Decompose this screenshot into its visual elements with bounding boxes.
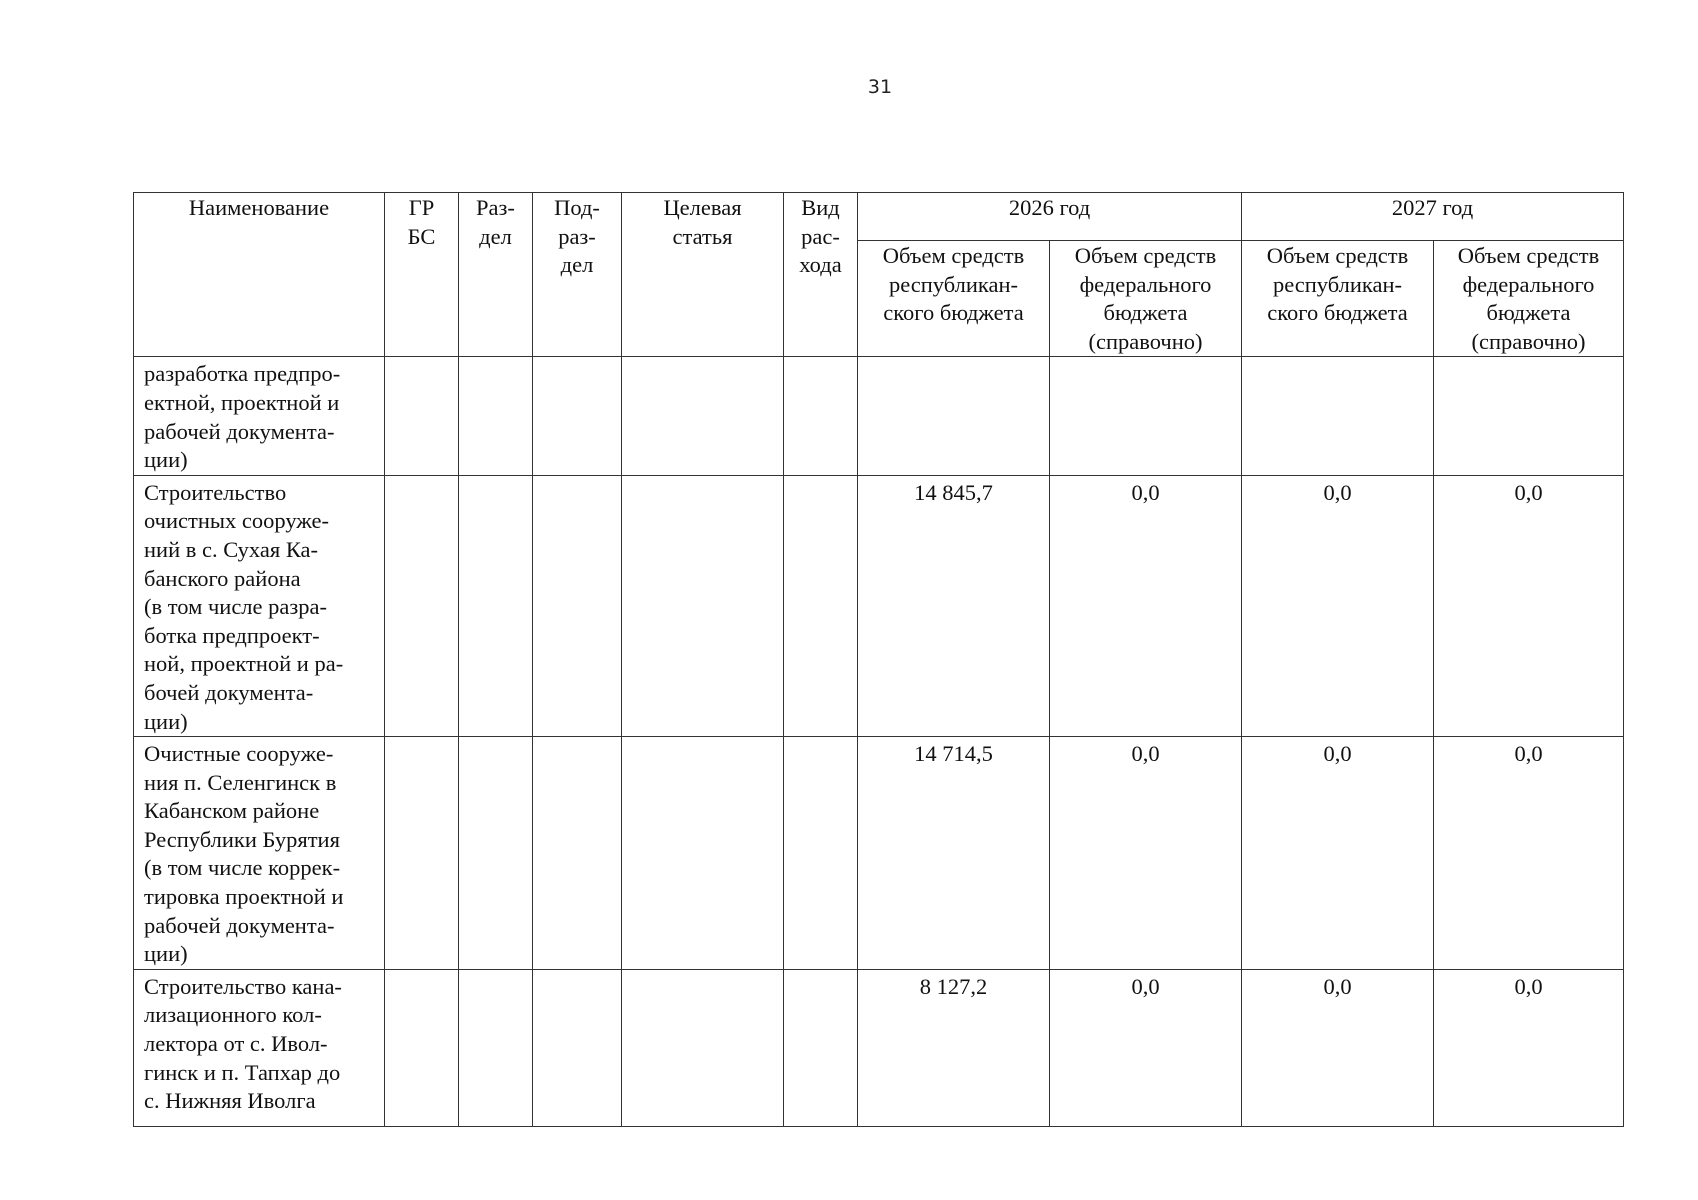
row-2027-fed: 0,0 [1434, 969, 1624, 1126]
row-grbs [385, 475, 459, 736]
row-2027-fed [1434, 357, 1624, 475]
row-celevaya [622, 357, 784, 475]
row-celevaya [622, 737, 784, 970]
row-2026-fed: 0,0 [1050, 969, 1242, 1126]
header-vid-rashoda: Вид рас- хода [784, 193, 858, 357]
row-vid [784, 475, 858, 736]
row-vid [784, 737, 858, 970]
row-razdel [459, 969, 533, 1126]
row-grbs [385, 737, 459, 970]
header-razdel: Раз- дел [459, 193, 533, 357]
row-razdel [459, 737, 533, 970]
row-2027-rep: 0,0 [1242, 475, 1434, 736]
table-row [134, 475, 1624, 736]
row-grbs [385, 357, 459, 475]
row-celevaya [622, 969, 784, 1126]
row-name: разработка предпро- ектной, проектной и рабочей документа- ции) [134, 357, 385, 475]
row-2026-rep: 8 127,2 [858, 969, 1050, 1126]
row-2026-fed [1050, 357, 1242, 475]
row-vid [784, 969, 858, 1126]
header-name: Наименование [134, 193, 385, 357]
row-name: Очистные сооруже- ния п. Селенгинск в Кабанском районе Республики Бурятия (в том числе коррек- тировка проектной и рабочей документа- ции) [134, 737, 385, 970]
row-2026-fed: 0,0 [1050, 475, 1242, 736]
row-2027-rep: 0,0 [1242, 969, 1434, 1126]
row-2027-fed: 0,0 [1434, 737, 1624, 970]
header-2027-fed-budget: Объем средств федерального бюджета (справочно) [1434, 241, 1624, 357]
row-2026-fed: 0,0 [1050, 737, 1242, 970]
row-2026-rep [858, 357, 1050, 475]
row-2027-rep: 0,0 [1242, 737, 1434, 970]
header-year-2026: 2026 год [858, 193, 1242, 241]
header-podrazdel: Под- раз- дел [533, 193, 622, 357]
row-razdel [459, 357, 533, 475]
row-2026-rep: 14 714,5 [858, 737, 1050, 970]
row-podrazdel [533, 737, 622, 970]
header-2026-rep-budget: Объем средств республикан- ского бюджета [858, 241, 1050, 357]
row-podrazdel [533, 969, 622, 1126]
table-row [134, 357, 1624, 475]
header-grbs: ГР БС [385, 193, 459, 357]
row-celevaya [622, 475, 784, 736]
page-number: 31 [867, 76, 893, 98]
row-vid [784, 357, 858, 475]
row-podrazdel [533, 475, 622, 736]
row-name: Строительство очистных сооруже- ний в с. Сухая Ка- банского района (в том числе разра- ботка предпроект- ной, проектной и ра- бочей документа- ции) [134, 475, 385, 736]
header-celevaya-statya: Целевая статья [622, 193, 784, 357]
row-2027-fed: 0,0 [1434, 475, 1624, 736]
header-2026-fed-budget: Объем средств федерального бюджета (справочно) [1050, 241, 1242, 357]
header-year-2027: 2027 год [1242, 193, 1624, 241]
row-razdel [459, 475, 533, 736]
row-name: Строительство кана- лизационного кол- лектора от с. Ивол- гинск и п. Тапхар до с. Нижняя Иволга [134, 969, 385, 1126]
row-2027-rep [1242, 357, 1434, 475]
table-row [134, 969, 1624, 1126]
row-podrazdel [533, 357, 622, 475]
row-grbs [385, 969, 459, 1126]
header-2027-rep-budget: Объем средств республикан- ского бюджета [1242, 241, 1434, 357]
budget-table [133, 192, 1624, 1127]
table-row [134, 737, 1624, 970]
row-2026-rep: 14 845,7 [858, 475, 1050, 736]
